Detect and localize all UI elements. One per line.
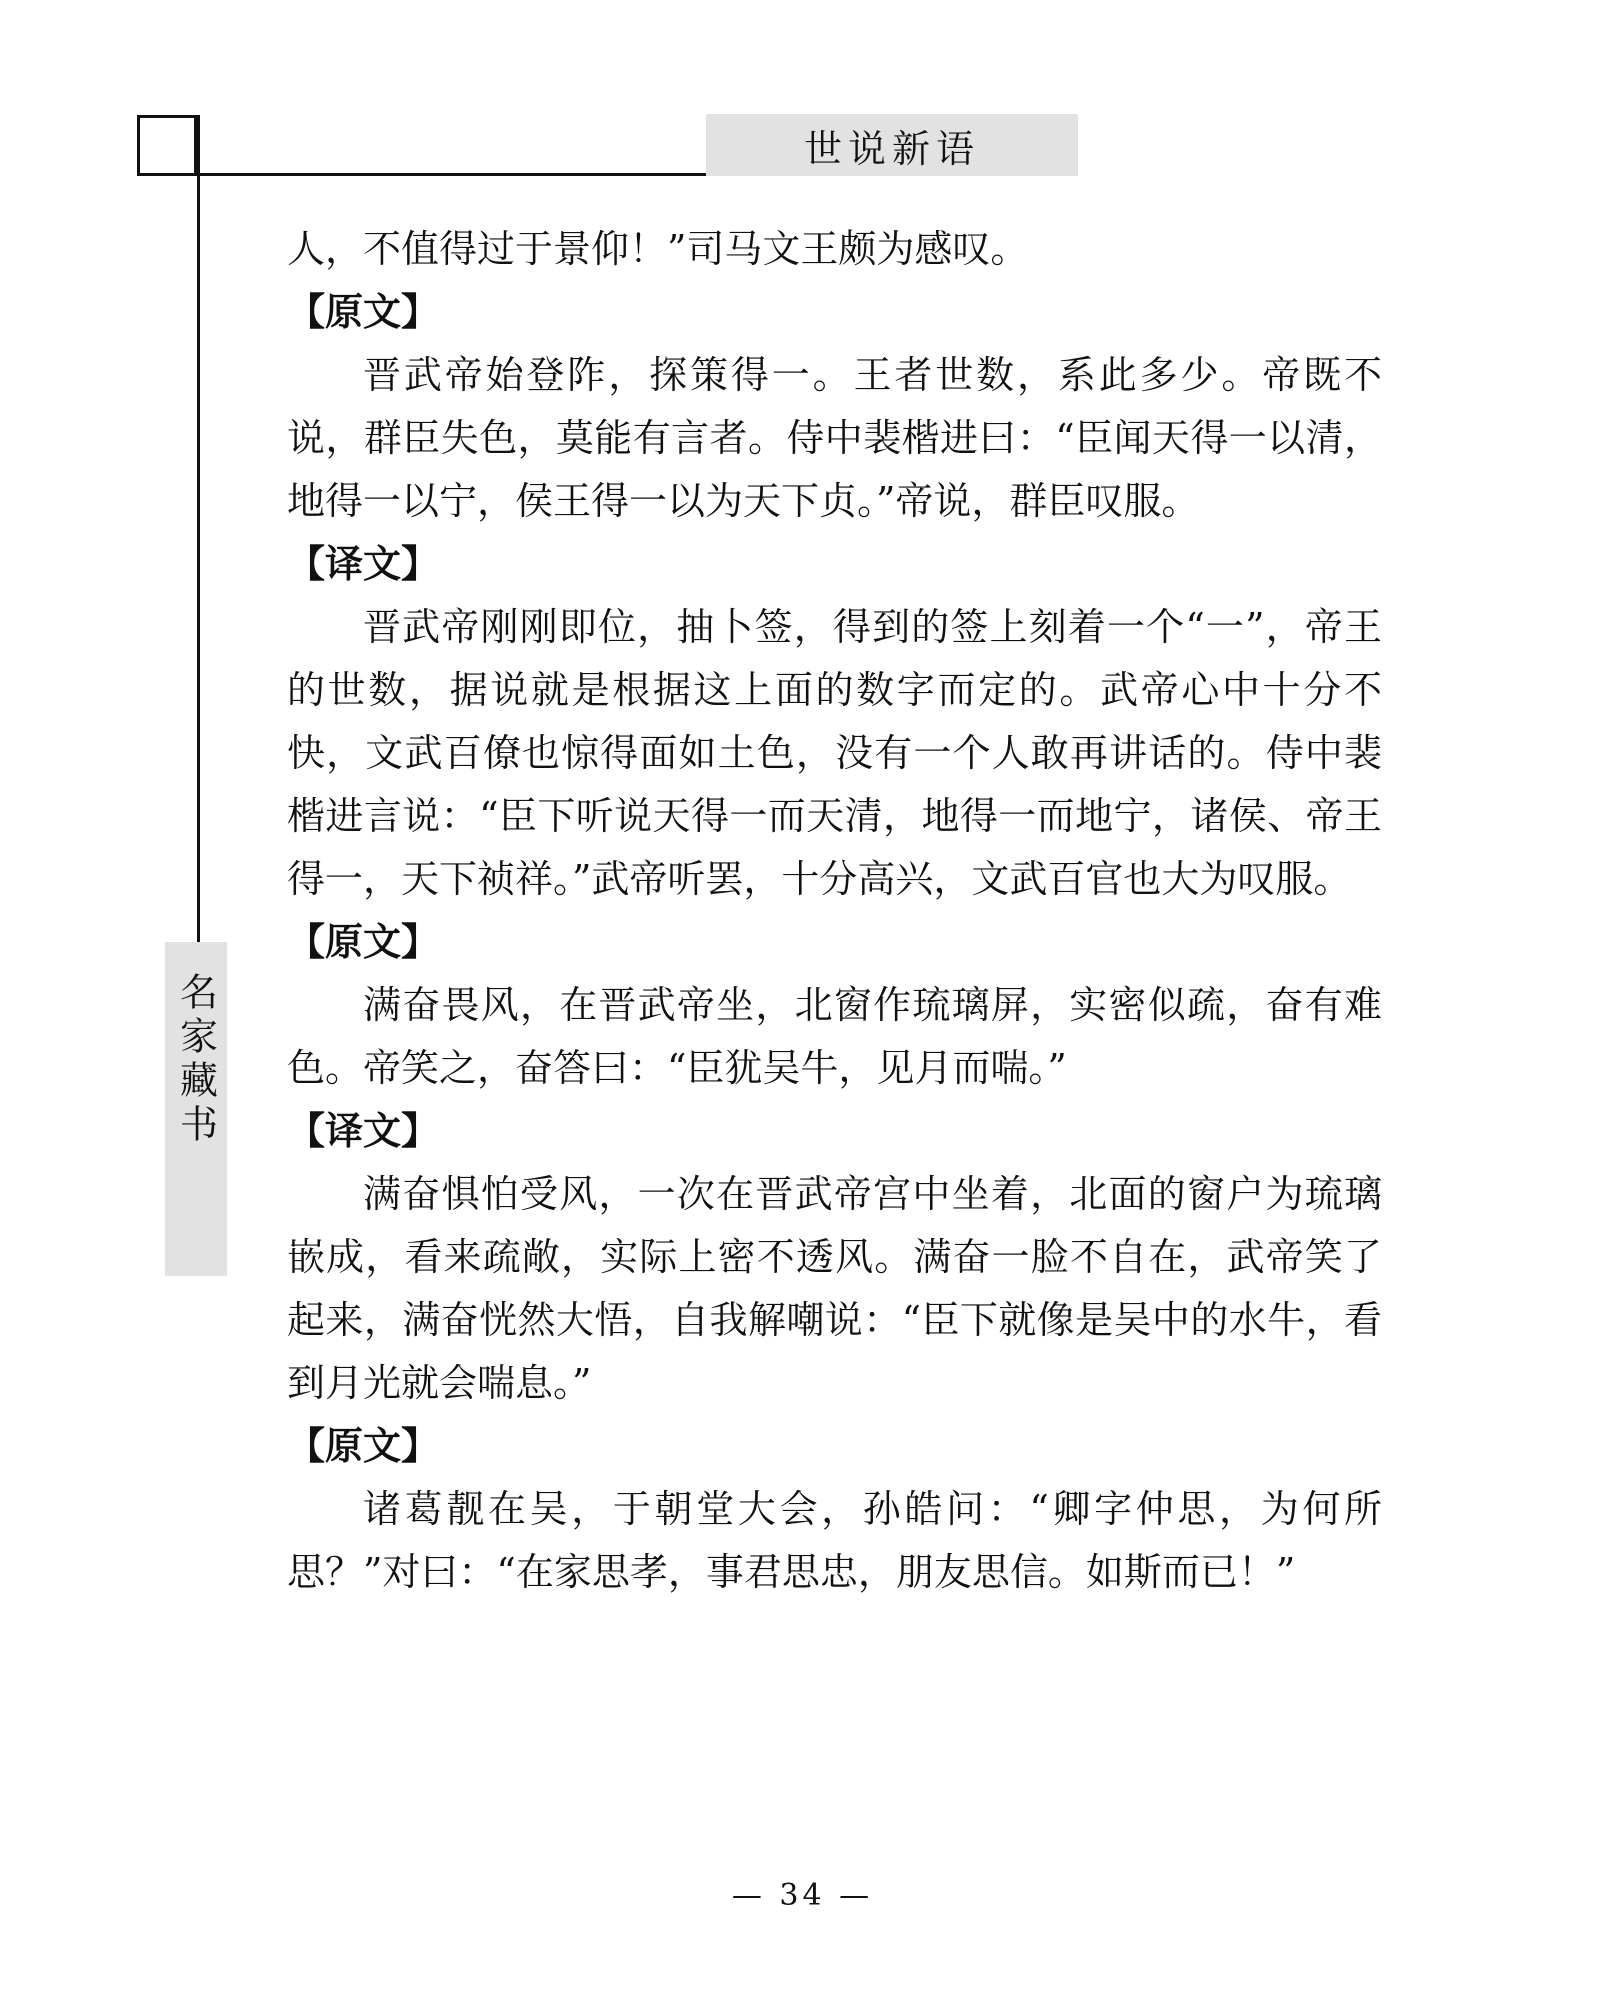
original-text-paragraph: 满奋畏风，在晋武帝坐，北窗作琉璃屏，实密似疏，奋有难色。帝笑之，奋答曰：“臣犹吴牛，见月而喘。” [287, 983, 1382, 1090]
translation-paragraph: 晋武帝刚刚即位，抽卜签，得到的签上刻着一个“一”，帝王的世数，据说就是根据这上面的数字而定的。武帝心中十分不快，文武百僚也惊得面如土色，没有一个人敢再讲话的。侍中裴楷进言说：“臣下听说天得一而天清，地得一而地宁，诸侯、帝王得一，天下祯祥。”武帝听罢，十分高兴，文武百官也大为叹服。 [287, 605, 1382, 901]
page-body [287, 218, 1382, 1604]
series-name: 名家藏书 [173, 972, 218, 1148]
page-number: — 34 — [731, 1878, 874, 1913]
side-tab [165, 942, 227, 1276]
section-label-original: 【原文】 [287, 290, 440, 334]
section-label-original: 【原文】 [287, 1424, 440, 1468]
running-header [706, 114, 1078, 176]
section-label-translation: 【译文】 [287, 1109, 440, 1153]
book-title: 世说新语 [803, 126, 980, 171]
original-text-paragraph: 晋武帝始登阼，探策得一。王者世数，系此多少。帝既不说，群臣失色，莫能有言者。侍中裴楷进曰：“臣闻天得一以清，地得一以宁，侯王得一以为天下贞。”帝说，群臣叹服。 [287, 353, 1382, 523]
section-label-original: 【原文】 [287, 920, 440, 964]
section-label-translation: 【译文】 [287, 542, 440, 586]
margin-rule [197, 115, 200, 945]
translation-paragraph: 满奋惧怕受风，一次在晋武帝宫中坐着，北面的窗户为琉璃嵌成，看来疏敞，实际上密不透风。满奋一脸不自在，武帝笑了起来，满奋恍然大悟，自我解嘲说：“臣下就像是吴中的水牛，看到月光就会喘息。” [287, 1172, 1382, 1405]
original-text-paragraph: 诸葛靓在吴，于朝堂大会，孙皓问：“卿字仲思，为何所思？”对曰：“在家思孝，事君思忠，朋友思信。如斯而已！” [287, 1487, 1382, 1594]
header-frame-box [137, 115, 197, 176]
continuation-text: 人，不值得过于景仰！”司马文王颇为感叹。 [287, 227, 1029, 271]
header-rule [137, 173, 707, 176]
